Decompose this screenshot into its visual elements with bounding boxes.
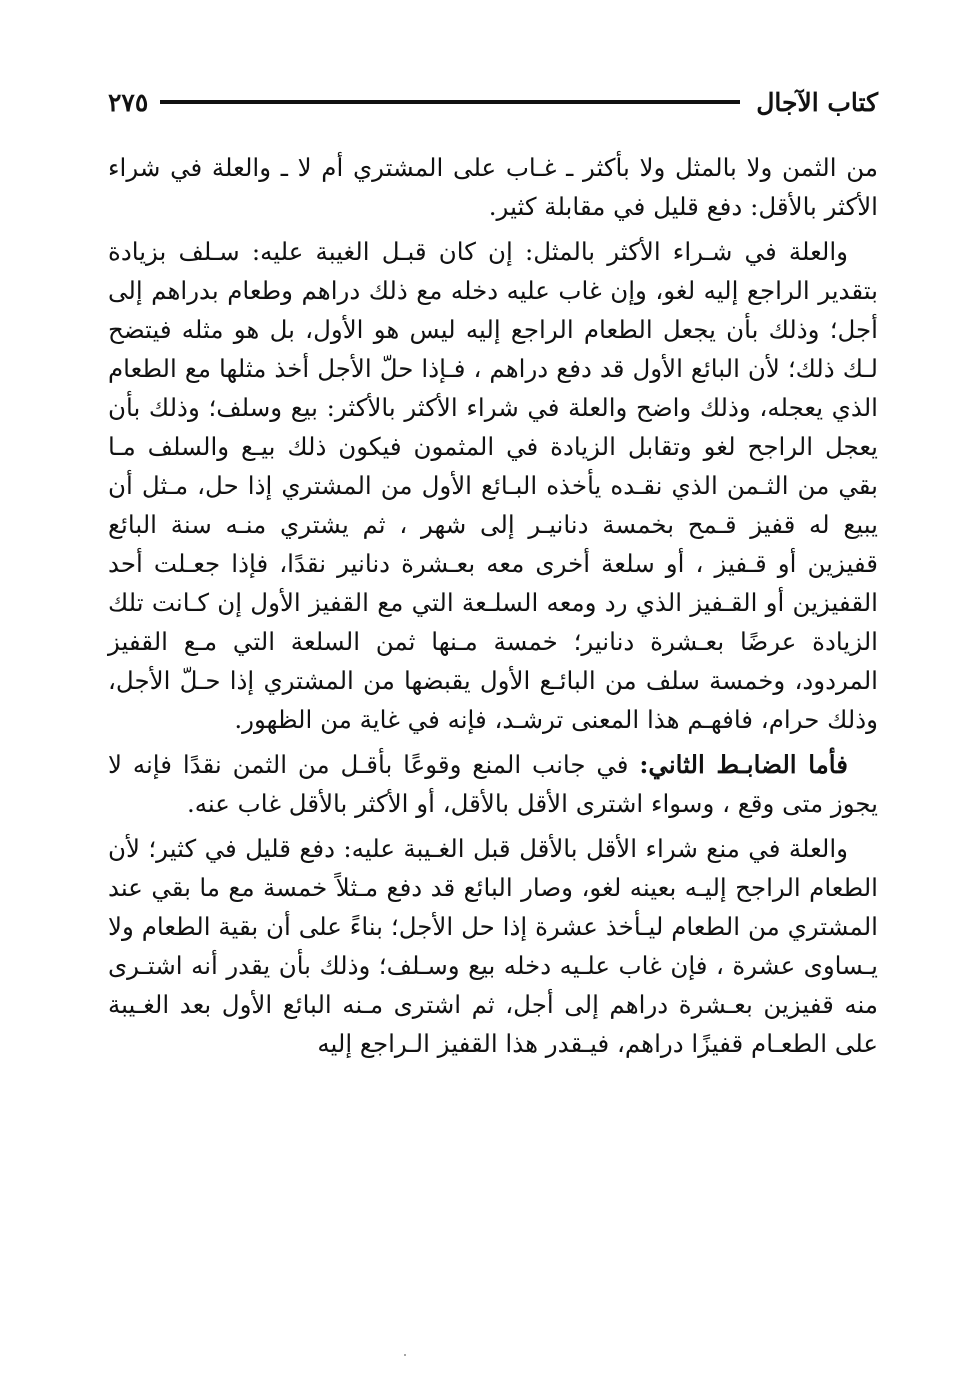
paragraph-3-text: في جانب المنع وقوعًا بأقـل من الثمن نقدًا فإنه لا يجوز متى وقع ، وسواء اشترى الأقل بالأقل، أو الأكثر بالأقل غاب عنه. — [108, 750, 878, 818]
page-header — [108, 82, 878, 122]
paragraph-1 — [108, 148, 878, 226]
paragraph-3 — [108, 745, 878, 823]
paragraph-2 — [108, 232, 878, 739]
page-number: ٢٧٥ — [108, 87, 149, 117]
page-speck — [404, 1354, 406, 1356]
body-text — [108, 148, 878, 1069]
paragraph-4-text: والعلة في منع شراء الأقل بالأقل قبل الغـيبة عليه: دفع قليل في كثير؛ لأن الطعام الراجح إليـه بعينه لغو، وصار البائع قد دفع مـثلاً خمسة مع ما بقي عند المشتري من الطعام ليـأخذ عشرة إذا حل الأجل؛ بناءً على أن بقية الطعام ولا يـساوى عشرة ، فإن غاب علـيه دخله بيع وسـلف؛ وذلك بأن يقدر أنه اشتـرى منه قفيزين بعـشرة دراهم إلى أجل، ثم اشترى مـنه البائع الأول بعد الغـيبة على الطعـام قفيزًا دراهم، فيـقدر هذا القفيز الـراجع إليه — [108, 834, 878, 1058]
paragraph-4 — [108, 829, 878, 1063]
header-rule — [160, 100, 740, 104]
paragraph-1-text: من الثمن ولا بالمثل ولا بأكثر ـ غـاب على المشتري أم لا ـ والعلة في شراء الأكثر بالأقل: دفع قليل في مقابلة كثير. — [108, 153, 878, 221]
paragraph-3-lead: فأما الضابـط الثاني: — [639, 750, 848, 779]
running-title: كتاب الآجال — [756, 87, 878, 117]
paragraph-2-text: والعلة في شـراء الأكثر بالمثل: إن كان قبـل الغيبة عليه: سـلف بزيادة بتقدير الراجع إليه لغو، وإن غاب عليه دخله مع ذلك دراهم وطعام بدراهم إلى أجل؛ وذلك بأن يجعل الطعام الراجع إليه ليس هو الأول، بل هو مثله فيتضح لـك ذلك؛ لأن البائع الأول قد دفع دراهم ، فـإذا حلّ الأجل أخذ مثلها مع الطعام الذي يعجله، وذلك واضح والعلة في شراء الأكثر بالأكثر: بيع وسلف؛ وذلك بأن يعجل الراجح لغو وتقابل الزيادة في المثمون فيكون ذلك بيـع والسلف مـا بقي من الثـمن الذي نقـده يأخذه البـائع الأول من المشتري إذا حل، مـثل أن يبيع له قفيز قـمح بخمسة دنانيـر إلى شهر ، ثم يشتري منـه سنة البائع قفيزين أو قـفيز ، أو سلعة أخرى معه بعـشرة دنانير نقدًا، فإذا جعـلت أحد القفيزين أو القـفيز الذي رد ومعه السلـعة التي مع القفيز الأول إن كـانت تلك الزيادة عرضًا بعـشرة دنانير؛ خمسة مـنها ثمن السلعة التي مـع القفيز المردود، وخمسة سلف من البائـع الأول يقبضها من المشتري إذا حـلّ الأجل، وذلك حرام، فافهـم هذا المعنى ترشـد، فإنه في غاية من الظهور. — [108, 237, 878, 734]
